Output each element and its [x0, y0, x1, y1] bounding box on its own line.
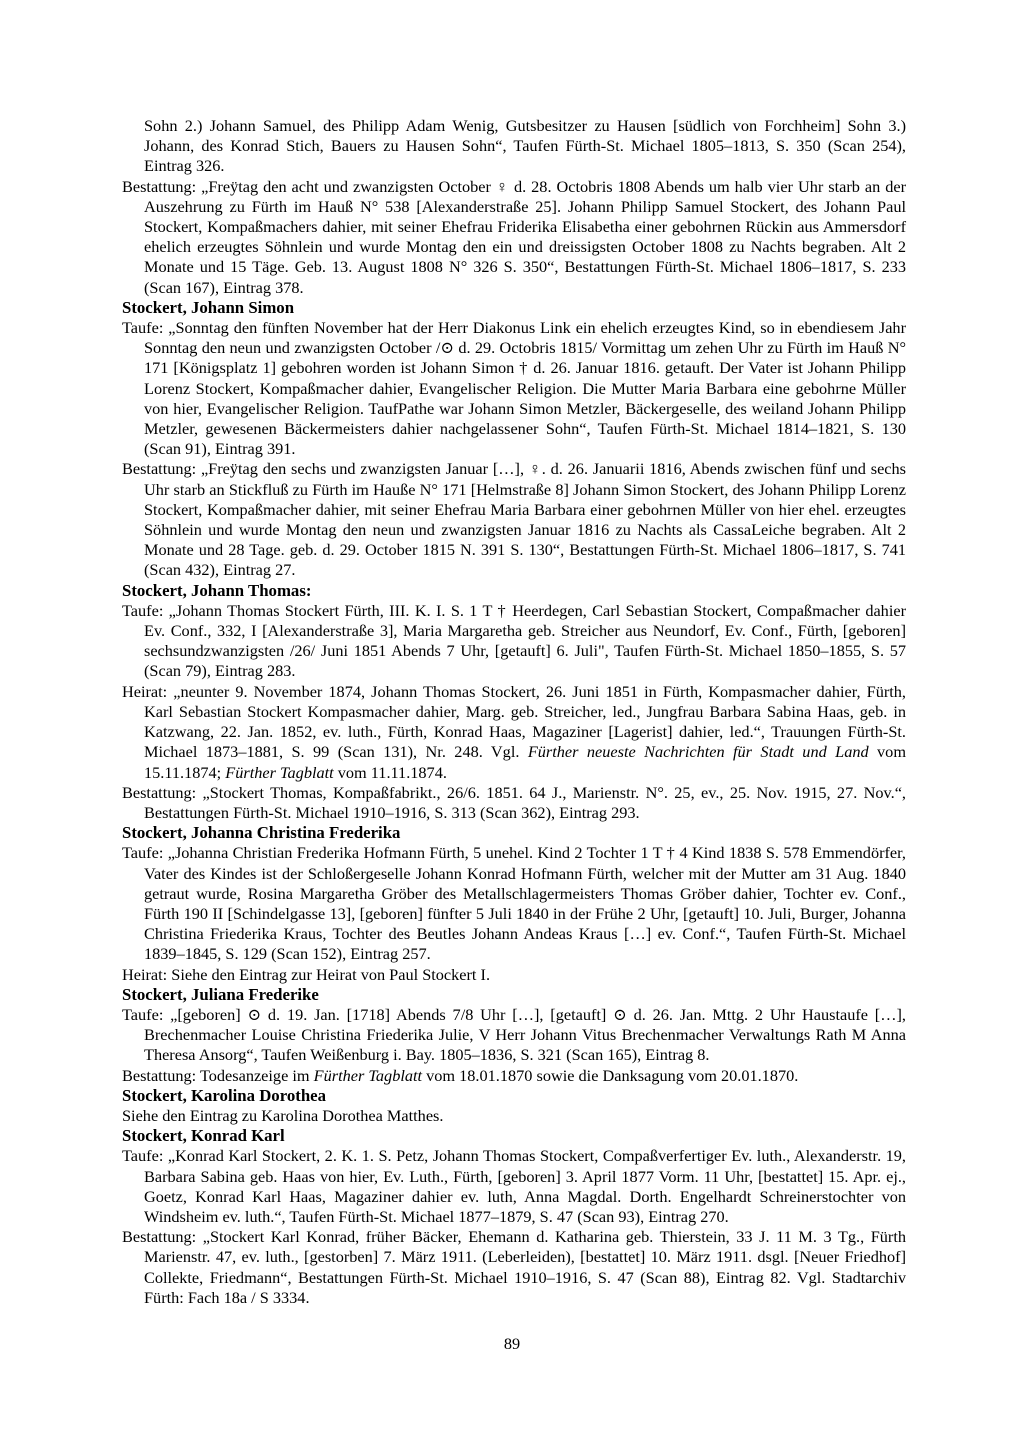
text-run: vom 15.11.1874;	[144, 742, 906, 782]
text-run: Taufe: „Sonntag den fünften November hat der Herr Diakonus Link ein ehelich erzeugtes Kind, so in ebendiesem Jahr Sonntag den neun und zwanzigsten October /⊙ d. 29. Octobris 1815/ Vormittag um zehen Uhr zu Fürth im Hauß N° 171 [Königsplatz 1] gebohren worden ist Johann Simon † d. 26. Januar 1816. getauft. Der Vater ist Johann Philipp Lorenz Stockert, Kompaßmacher dahier, Evangelischer Religion. Die Mutter Maria Barbara eine gebohrne Müller von hier, Evangelischer Religion. TaufPathe war Johann Simon Metzler, Bäckergeselle, des weiland Johann Philipp Metzler, gewesenen Bäckermeisters dahier nachgelassener Sohn“, Taufen Fürth-St. Michael 1814–1821, S. 130 (Scan 91), Eintrag 391.	[122, 318, 906, 459]
text-run: Stockert, Johann Simon	[122, 297, 295, 317]
text-run: Taufe: „Johanna Christian Frederika Hofmann Fürth, 5 unehel. Kind 2 Tochter 1 T † 4 Kind 1838 S. 578 Emmendörfer, Vater des Kindes ist der Schloßergeselle Johann Konrad Hofmann Fürth, welcher mit der Mutter am 31 Aug. 1840 getraut wurde, Rosina Margaretha Gröber des Metallschlagermeisters Thomas Gröber dahier, Tochter ev. Conf., Fürth 190 II [Schindelgasse 13], [geboren] fünfter 5 Juli 1840 in der Frühe 2 Uhr, [getauft] 10. Juli, Burger, Johanna Christina Friederika Kraus, Tochter des Beutles Johann Andeas Kraus […] ev. Conf.“, Taufen Fürth-St. Michael 1839–1845, S. 129 (Scan 152), Eintrag 257.	[122, 843, 906, 964]
text-run: Bestattung: „Stockert Thomas, Kompaßfabrikt., 26/6. 1851. 64 J., Marienstr. N°. 25, ev., 25. Nov. 1915, 27. Nov.“, Bestattungen Fürth-St. Michael 1910–1916, S. 313 (Scan 362), Eintrag 293.	[122, 782, 906, 822]
text-run: Bestattung: Todesanzeige im	[122, 1065, 314, 1085]
italic-source-title: Fürther Tagblatt	[313, 1065, 423, 1085]
text-run: Siehe den Eintrag zu Karolina Dorothea Matthes.	[122, 1105, 444, 1125]
text-run: vom 18.01.1870 sowie die Danksagung vom 20.01.1870.	[422, 1065, 799, 1085]
text-run: vom 11.11.1874.	[333, 762, 447, 782]
text-run: Taufe: „Johann Thomas Stockert Fürth, III. K. I. S. 1 T † Heerdegen, Carl Sebastian Stockert, Compaßmacher dahier Ev. Conf., 332, I [Alexanderstraße 3], Maria Margaretha geb. Streicher aus Neundorf, Ev. Conf., Fürth, [geboren] sechsundzwanzigsten /26/ Juni 1851 Abends 7 Uhr, [getauft] 6. Juli", Taufen Fürth-St. Michael 1850–1855, S. 57 (Scan 79), Eintrag 283.	[122, 600, 906, 681]
entry-paragraph	[122, 601, 906, 682]
text-run: Stockert, Karolina Dorothea	[122, 1085, 326, 1105]
entry-paragraph	[122, 1066, 906, 1086]
entry-heading	[122, 581, 906, 601]
entry-paragraph	[122, 1005, 906, 1066]
entry-paragraph	[122, 459, 906, 580]
text-run: Sohn 2.) Johann Samuel, des Philipp Adam Wenig, Gutsbesitzer zu Hausen [südlich von Forchheim] Sohn 3.) Johann, des Konrad Stich, Bauers zu Hausen Sohn“, Taufen Fürth-St. Michael 1805–1813, S. 350 (Scan 254), Eintrag 326.	[144, 116, 906, 176]
text-run: Heirat: Siehe den Eintrag zur Heirat von Paul Stockert I.	[122, 964, 491, 984]
entry-heading	[122, 823, 906, 843]
entry-paragraph	[122, 682, 906, 783]
entry-paragraph	[122, 965, 906, 985]
entry-paragraph	[122, 318, 906, 459]
italic-source-title: Fürther Tagblatt	[225, 762, 334, 782]
text-run: Stockert, Juliana Frederike	[122, 984, 319, 1004]
italic-source-title: Fürther neueste Nachrichten für Stadt und Land	[527, 742, 869, 762]
page-number: 89	[503, 1334, 521, 1353]
entry-paragraph	[122, 843, 906, 964]
text-run: Bestattung: „Freÿtag den sechs und zwanzigsten Januar […], ♀. d. 26. Januarii 1816, Abends zwischen fünf und sechs Uhr starb an Stickfluß zu Fürth im Hauße N° 171 [Helmstraße 8] Johann Simon Stockert, des Johann Philipp Lorenz Stockert, Kompaßmacher dahier, mit seiner Ehefrau Maria Barbara einer gebohrnen Müller von hier ehel. erzeugtes Söhnlein und wurde Montag den neun und zwanzigsten Januar 1816 zu Nachts als CassaLeiche begraben. Alt 2 Monate und 28 Tage. geb. d. 29. October 1815 N. 391 S. 130“, Bestattungen Fürth-St. Michael 1806–1817, S. 741 (Scan 432), Eintrag 27.	[122, 459, 906, 580]
entry-heading	[122, 985, 906, 1005]
entry-heading	[122, 298, 906, 318]
text-run: Stockert, Johann Thomas:	[122, 580, 312, 600]
entry-paragraph	[122, 1227, 906, 1308]
cross-reference-paragraph	[122, 1106, 906, 1126]
entry-continuation-paragraph	[122, 116, 906, 177]
entry-heading	[122, 1126, 906, 1146]
entry-heading	[122, 1086, 906, 1106]
text-run: Bestattung: „Freÿtag den acht und zwanzigsten October ♀ d. 28. Octobris 1808 Abends um halb vier Uhr starb an der Auszehrung zu Fürth im Hauß N° 538 [Alexanderstraße 25]. Johann Philipp Samuel Stockert, des Johann Paul Stockert, Kompaßmachers dahier, mit seiner Ehefrau Friderika Elisabetha einer gebohrnen Rückin aus Ammersdorf ehelich erzeugtes Söhnlein und wurde Montag den ein und dreissigsten October 1808 zu Nachts begraben. Alt 2 Monate und 15 Täge. Geb. 13. August 1808 N° 326 S. 350“, Bestattungen Fürth-St. Michael 1806–1817, S. 233 (Scan 167), Eintrag 378.	[122, 176, 906, 297]
text-run: Taufe: „[geboren] ⊙ d. 19. Jan. [1718] Abends 7/8 Uhr […], [getauft] ⊙ d. 26. Jan. Mttg. 2 Uhr Haustaufe […], Brechenmacher Louise Christina Friederika Julie, V Herr Johann Vitus Brechenmacher Verwaltungs Rath M Anna Theresa Ansorg“, Taufen Weißenburg i. Bay. 1805–1836, S. 321 (Scan 165), Eintrag 8.	[122, 1004, 906, 1065]
text-run: Bestattung: „Stockert Karl Konrad, früher Bäcker, Ehemann d. Katharina geb. Thierstein, 33 J. 11 M. 3 Tg., Fürth Marienstr. 47, ev. luth., [gestorben] 7. März 1911. (Leberleiden), [bestattet] 10. März 1911. dsgl. [Neuer Friedhof] Collekte, Friedmann“, Bestattungen Fürth-St. Michael 1910–1916, S. 47 (Scan 88), Eintrag 82. Vgl. Stadtarchiv Fürth: Fach 18a / S 3334.	[122, 1227, 906, 1307]
text-run: Stockert, Konrad Karl	[122, 1126, 285, 1146]
document-text-column	[122, 116, 906, 1308]
entry-paragraph	[122, 783, 906, 823]
text-run: Taufe: „Konrad Karl Stockert, 2. K. 1. S. Petz, Johann Thomas Stockert, Compaßverfertiger Ev. luth., Alexanderstr. 19, Barbara Sabina geb. Haas von hier, Ev. Luth., Fürth, [geboren] 3. April 1877 Vorm. 11 Uhr, [bestattet] 15. Apr. ej., Goetz, Konrad Karl Haas, Magaziner dahier ev. luth, Anna Magdal. Dorth. Engelhardt Schreinerstochter von Windsheim ev. luth.“, Taufen Fürth-St. Michael 1877–1879, S. 47 (Scan 93), Eintrag 270.	[122, 1146, 906, 1226]
text-run: Heirat: „neunter 9. November 1874, Johann Thomas Stockert, 26. Juni 1851 in Fürth, Kompasmacher dahier, Fürth, Karl Sebastian Stockert Kompasmacher dahier, Marg. geb. Streicher, led., Jungfrau Barbara Sabina Haas, geb. in Katzwang, 22. Jan. 1852, ev. luth., Fürth, Konrad Haas, Magaziner [Lagerist] dahier, led.“, Trauungen Fürth-St. Michael 1873–1881, S. 99 (Scan 131), Nr. 248. Vgl.	[122, 681, 906, 762]
entry-paragraph	[122, 177, 906, 298]
text-run: Stockert, Johanna Christina Frederika	[122, 823, 401, 843]
entry-paragraph	[122, 1146, 906, 1227]
